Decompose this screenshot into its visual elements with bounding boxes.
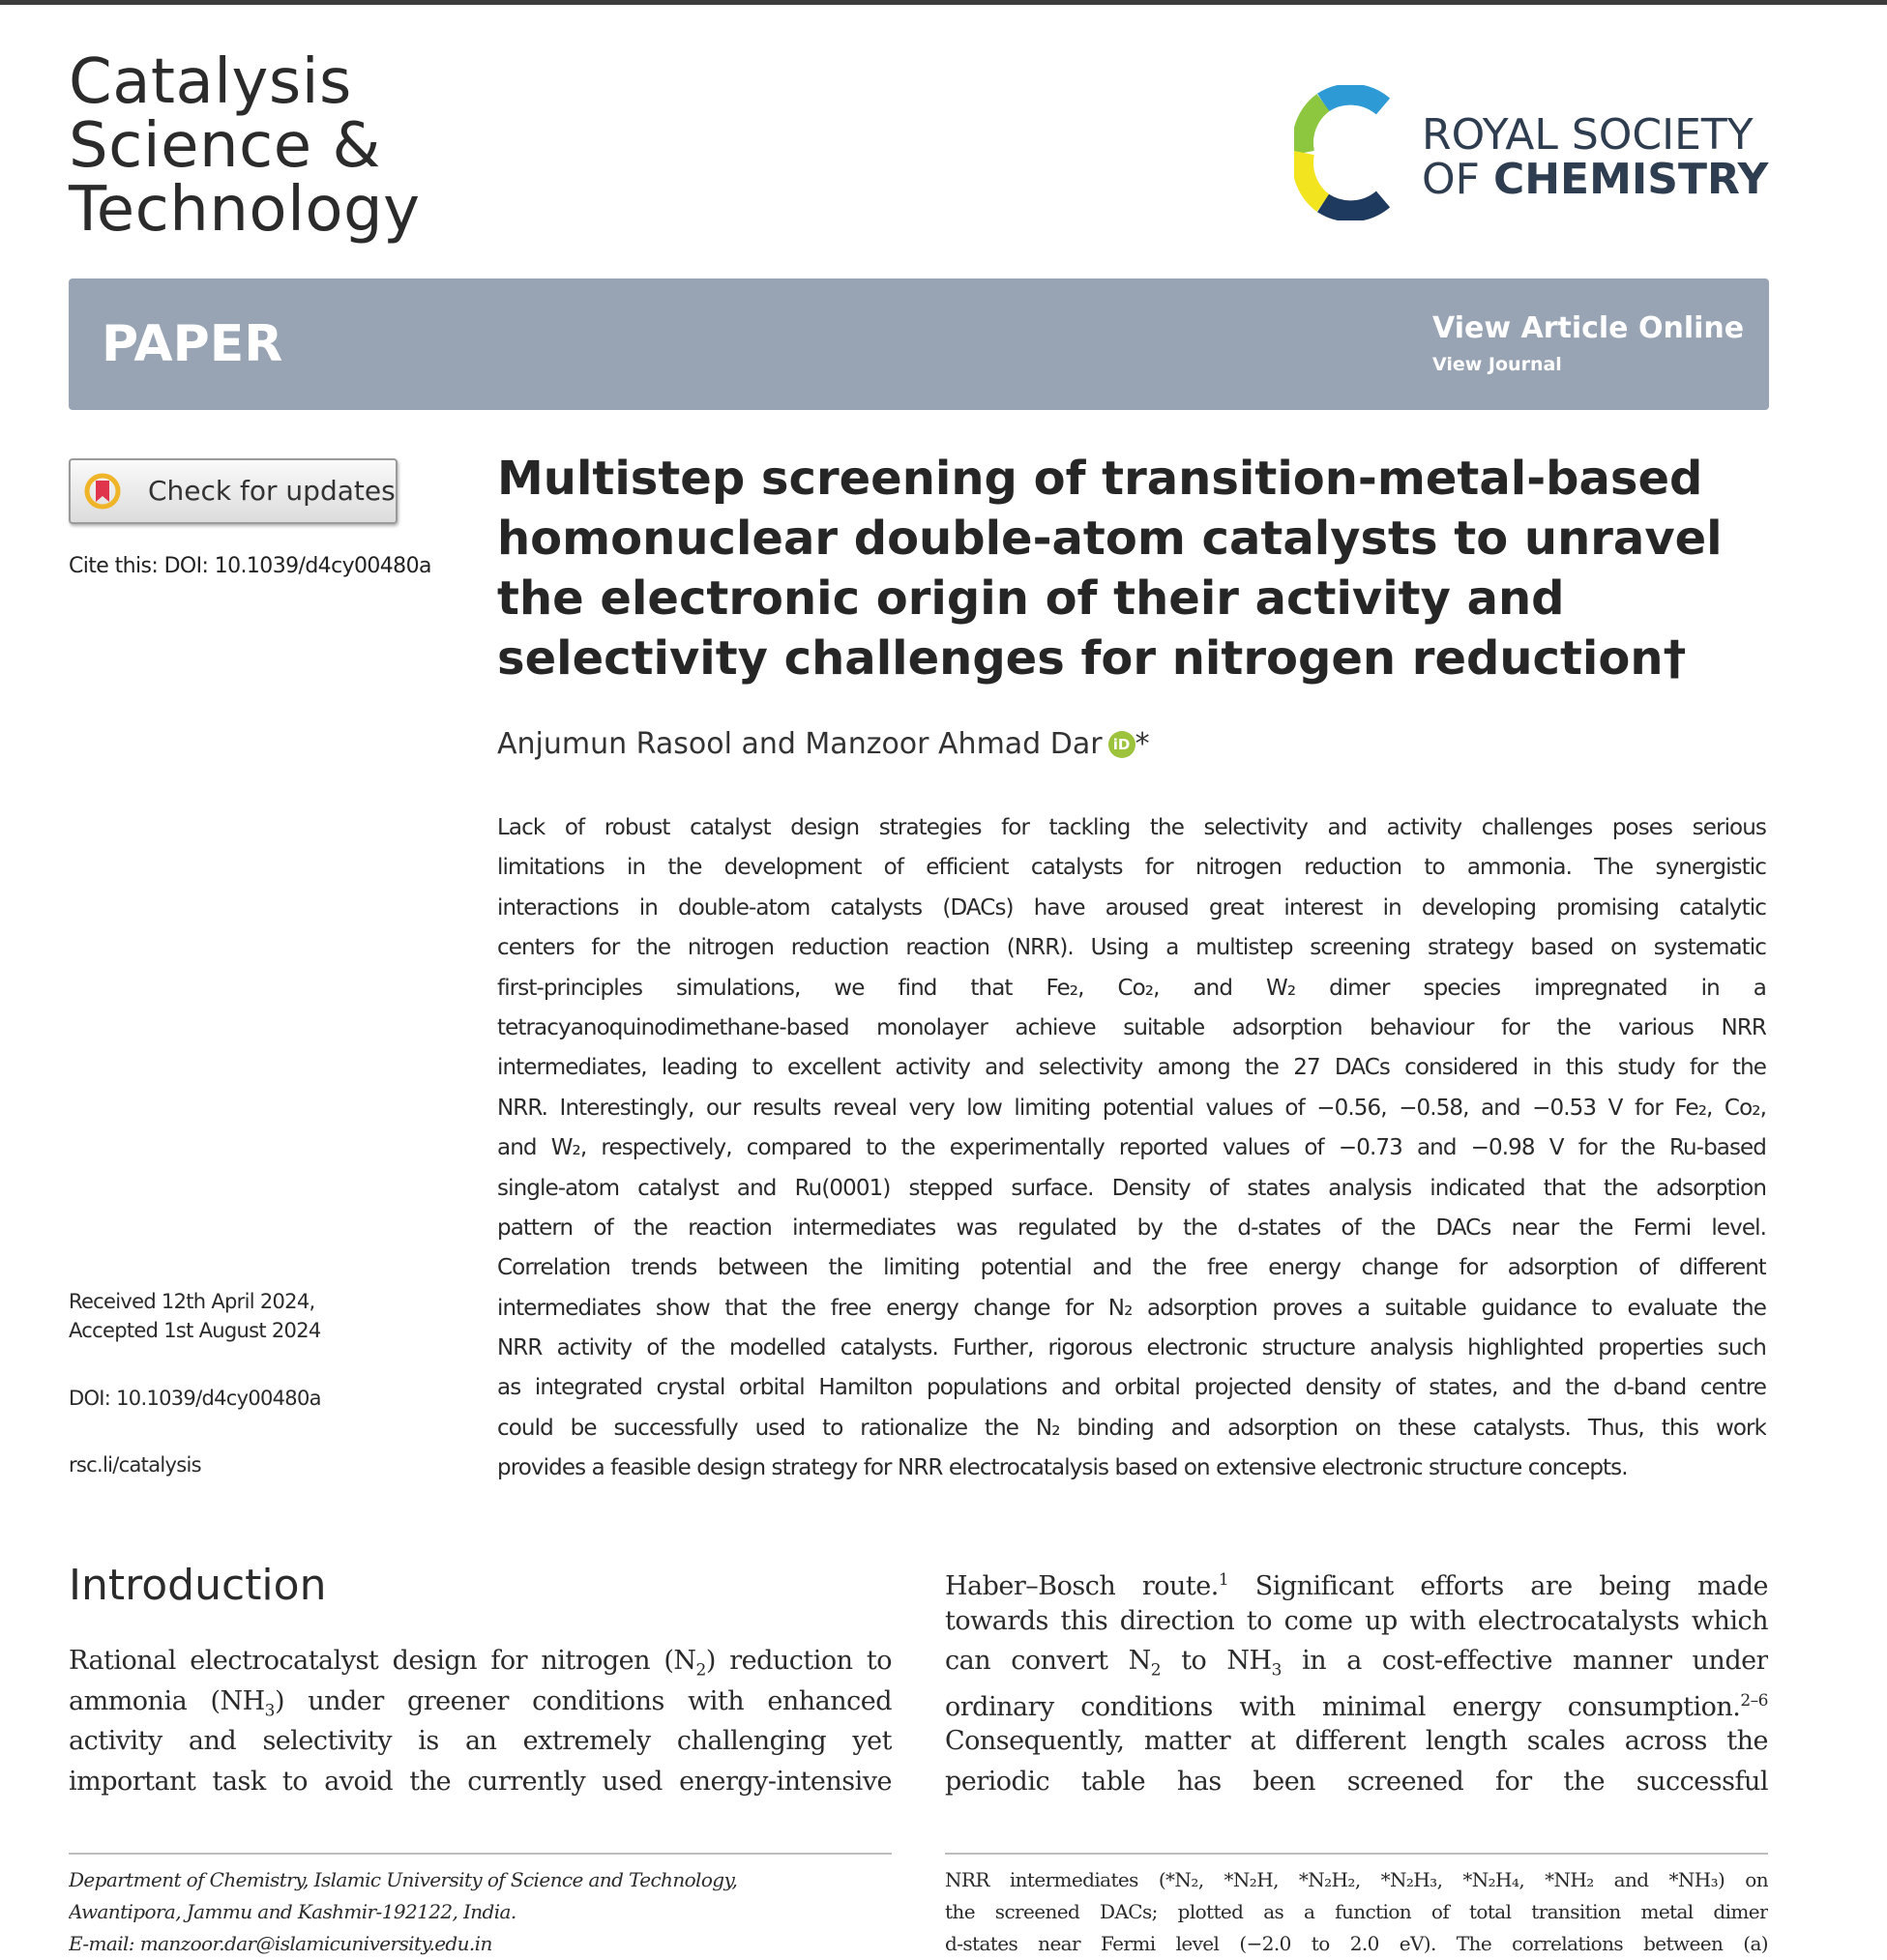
- abstract-line: could be successfully used to rationalize the N₂ binding and adsorption on these catalysts. Thus, this work: [497, 1415, 1766, 1441]
- body-line: important task to avoid the currently used energy-intensive: [69, 1766, 892, 1797]
- cite-this: Cite this: DOI: 10.1039/d4cy00480a: [69, 554, 431, 578]
- title-line: the electronic origin of their activity and: [497, 571, 1565, 626]
- body-line: activity and selectivity is an extremely challenging yet: [69, 1726, 892, 1756]
- article-title: [497, 449, 1754, 688]
- body-line: Rational electrocatalyst design for nitrogen $(N_2)$ reduction to: [69, 1646, 892, 1681]
- footnote-line: the screened DACs; plotted as a function of total transition metal dimer: [945, 1900, 1768, 1923]
- bookmark-refresh-icon: [84, 473, 121, 510]
- check-for-updates-button[interactable]: [69, 458, 398, 524]
- title-line: homonuclear double-atom catalysts to unravel: [497, 512, 1723, 566]
- abstract-line: limitations in the development of efficient catalysts for nitrogen reduction to ammonia. The synergistic: [497, 855, 1766, 881]
- abstract-line: Lack of robust catalyst design strategies for tackling the selectivity and activity challenges poses serious: [497, 815, 1766, 840]
- body-line: towards this direction to come up with electrocatalysts which: [945, 1605, 1768, 1636]
- email-link[interactable]: E-mail: manzoor.dar@islamicuniversity.edu.in: [69, 1932, 492, 1955]
- check-for-updates-label: Check for updates: [148, 475, 396, 507]
- body-line: ordinary conditions with minimal energy consumption.$^{2-6}$: [945, 1690, 1768, 1721]
- abstract-line: NRR activity of the modelled catalysts. Further, rigorous electronic structure analysis highlighted properties such: [497, 1335, 1766, 1361]
- publisher-name[interactable]: [1422, 110, 1769, 204]
- journal-title[interactable]: [69, 46, 421, 246]
- abstract-line: provides a feasible design strategy for NRR electrocatalysis based on extensive electronic structure concepts.: [497, 1455, 1628, 1481]
- doi-link[interactable]: DOI: 10.1039/d4cy00480a: [69, 1387, 321, 1410]
- abstract-line: single-atom catalyst and Ru(0001) stepped surface. Density of states analysis indicated that the adsorption: [497, 1175, 1766, 1201]
- corresponding-mark: *: [1135, 727, 1150, 761]
- footnote-line: NRR intermediates (*N₂, *N₂H, *N₂H₂, *N₂H₃, *N₂H₄, *NH₂ and *NH₃) on: [945, 1868, 1768, 1891]
- abstract-line: and W₂, respectively, compared to the experimentally reported values of −0.73 and −0.98 V for the Ru-based: [497, 1135, 1766, 1161]
- view-article-online-link[interactable]: View Article Online: [1432, 311, 1745, 345]
- top-border: [0, 0, 1887, 5]
- publisher-line-2: OF CHEMISTRY: [1422, 155, 1769, 204]
- orcid-icon[interactable]: iD: [1108, 731, 1135, 758]
- section-heading-introduction: Introduction: [69, 1561, 327, 1610]
- author-list: [497, 727, 1150, 761]
- footnote-divider: [945, 1853, 1768, 1855]
- article-type-label: PAPER: [102, 315, 283, 373]
- intro-left-column: [69, 1641, 892, 1801]
- rsc-logo-icon[interactable]: [1294, 85, 1410, 220]
- title-line: selectivity challenges for nitrogen reduction†: [497, 631, 1687, 686]
- footnote-line: Awantipora, Jammu and Kashmir-192122, India.: [69, 1900, 516, 1923]
- body-line: ammonia $(NH_3)$ under greener conditions with enhanced: [69, 1685, 892, 1720]
- journal-title-line: Technology: [69, 174, 421, 246]
- esi-footnote: [945, 1864, 1768, 1960]
- journal-url-link[interactable]: rsc.li/catalysis: [69, 1453, 201, 1477]
- abstract-line: NRR. Interestingly, our results reveal very low limiting potential values of −0.56, −0.58, and −0.53 V for Fe₂, Co₂,: [497, 1095, 1766, 1121]
- title-line: Multistep screening of transition-metal-based: [497, 452, 1703, 506]
- abstract-line: centers for the nitrogen reduction reaction (NRR). Using a multistep screening strategy based on systematic: [497, 935, 1766, 961]
- journal-title-line: Catalysis: [69, 46, 352, 118]
- abstract-line: interactions in double-atom catalysts (DACs) have aroused great interest in developing promising catalytic: [497, 894, 1766, 921]
- received-date: Received 12th April 2024,: [69, 1290, 315, 1313]
- footnote-line: Department of Chemistry, Islamic University of Science and Technology,: [69, 1868, 738, 1891]
- abstract-line: pattern of the reaction intermediates was regulated by the d-states of the DACs near the Fermi level.: [497, 1214, 1766, 1241]
- body-line: can convert $N_2$ to $NH_3$ in a cost-effective manner under: [945, 1646, 1768, 1681]
- abstract-line: first-principles simulations, we find that Fe₂, Co₂, and W₂ dimer species impregnated in a: [497, 975, 1766, 1001]
- abstract-line: intermediates show that the free energy change for N₂ adsorption proves a suitable guidance to evaluate the: [497, 1295, 1766, 1321]
- affiliation-footnote: [69, 1864, 892, 1960]
- footnote-divider: [69, 1853, 892, 1855]
- intro-right-column: [945, 1561, 1768, 1801]
- abstract-line: tetracyanoquinodimethane-based monolayer achieve suitable adsorption behaviour for the various NRR: [497, 1014, 1766, 1040]
- abstract-line: Correlation trends between the limiting potential and the free energy change for adsorption of different: [497, 1255, 1766, 1281]
- publisher-line-1: ROYAL SOCIETY: [1422, 110, 1754, 160]
- body-line: Consequently, matter at different length scales across the: [945, 1726, 1768, 1756]
- view-journal-link[interactable]: View Journal: [1432, 354, 1562, 375]
- abstract-line: intermediates, leading to excellent activity and selectivity among the 27 DACs considered in this study for the: [497, 1055, 1766, 1081]
- authors-text[interactable]: Anjumun Rasool and Manzoor Ahmad Dar: [497, 727, 1103, 761]
- abstract-line: as integrated crystal orbital Hamilton populations and orbital projected density of states, and the d-band centre: [497, 1375, 1766, 1401]
- article-type-banner: [69, 278, 1769, 410]
- body-line: periodic table has been screened for the successful: [945, 1766, 1768, 1797]
- journal-title-line: Science &: [69, 110, 381, 182]
- body-line: Haber–Bosch route.$^1$ Significant efforts are being made: [945, 1570, 1768, 1601]
- footnote-line: d-states near Fermi level (−2.0 to 2.0 eV). The correlations between (a): [945, 1932, 1768, 1955]
- accepted-date: Accepted 1st August 2024: [69, 1319, 321, 1342]
- abstract: [497, 808, 1766, 1489]
